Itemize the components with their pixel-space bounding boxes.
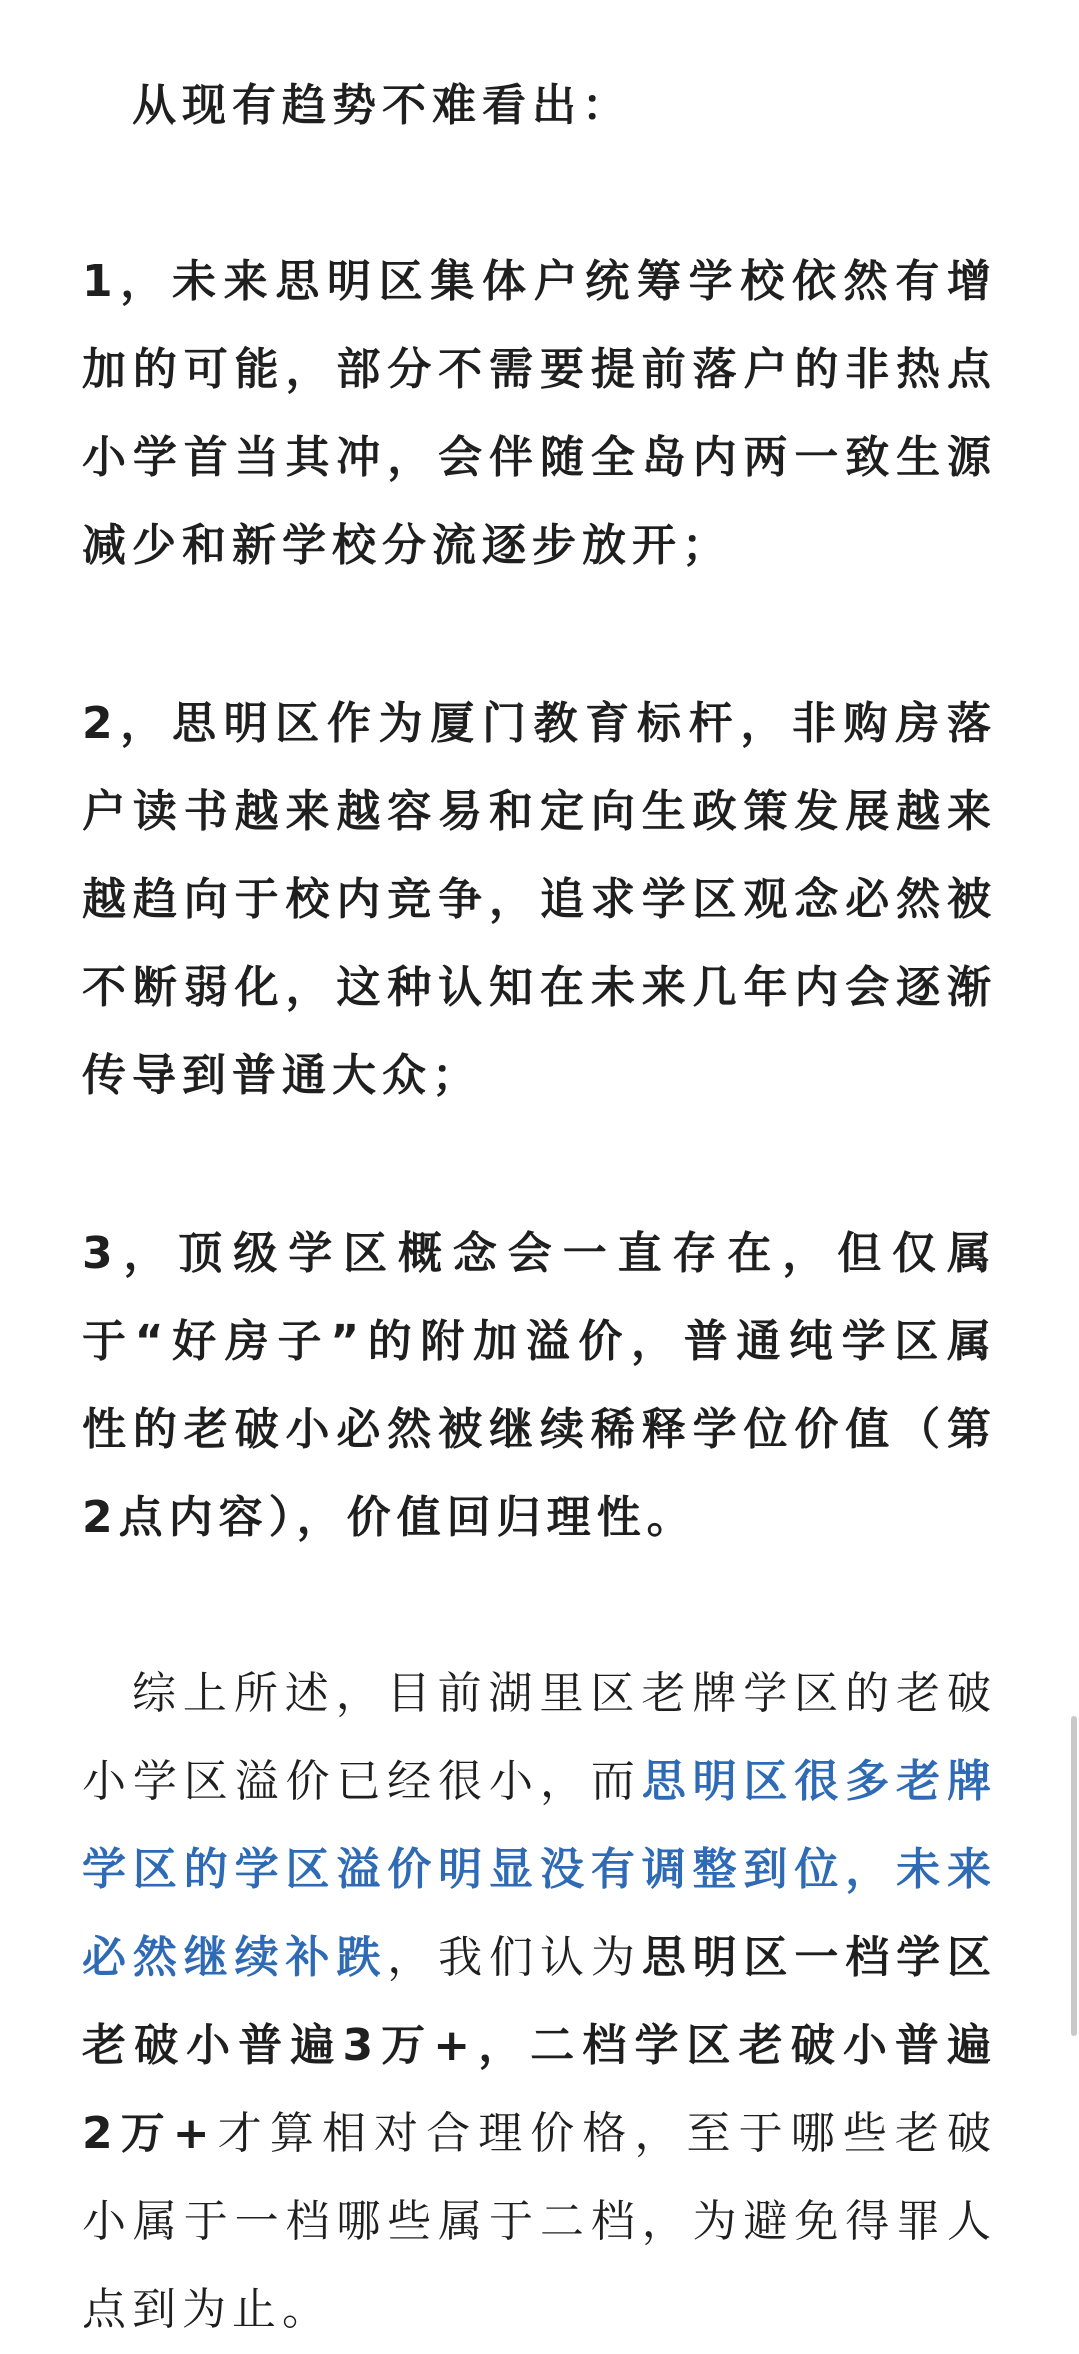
summary-text-part-5: 才算相对合理价格，至于哪些老破小属于一档哪些属于二档，为避免得罪人点到为止。 xyxy=(82,2108,998,2335)
summary-highlight-text: 思明区很多老牌学区的学区溢价明显没有调整到位，未来必然继续补跌 xyxy=(82,1756,998,1983)
point-1-paragraph: 1，未来思明区集体户统筹学校依然有增加的可能，部分不需要提前落户的非热点小学首当其冲，会伴随全岛内两一致生源减少和新学校分流逐步放开； xyxy=(82,256,997,571)
summary-text-part-1: 综上所述，目前湖里区老牌学区的老破小学区溢价已经很小，而 xyxy=(82,1668,997,1807)
intro-paragraph: 从现有趋势不难看出： xyxy=(132,80,632,131)
summary-text-part-3: ，我们认为 xyxy=(387,1932,642,1983)
point-3-paragraph: 3，顶级学区概念会一直存在，但仅属于“好房子”的附加溢价，普通纯学区属性的老破小必然被继续稀释学位价值（第2点内容），价值回归理性。 xyxy=(82,1228,997,1543)
summary-paragraph xyxy=(82,1650,997,2354)
scrollbar-thumb[interactable] xyxy=(1071,1716,1077,2036)
summary-bold-text: 思明区一档学区老破小普遍3万+，二档学区老破小普遍2万+ xyxy=(82,1932,998,2159)
point-2-paragraph: 2，思明区作为厦门教育标杆，非购房落户读书越来越容易和定向生政策发展越来越趋向于校内竞争，追求学区观念必然被不断弱化，这种认知在未来几年内会逐渐传导到普通大众； xyxy=(82,698,997,1101)
